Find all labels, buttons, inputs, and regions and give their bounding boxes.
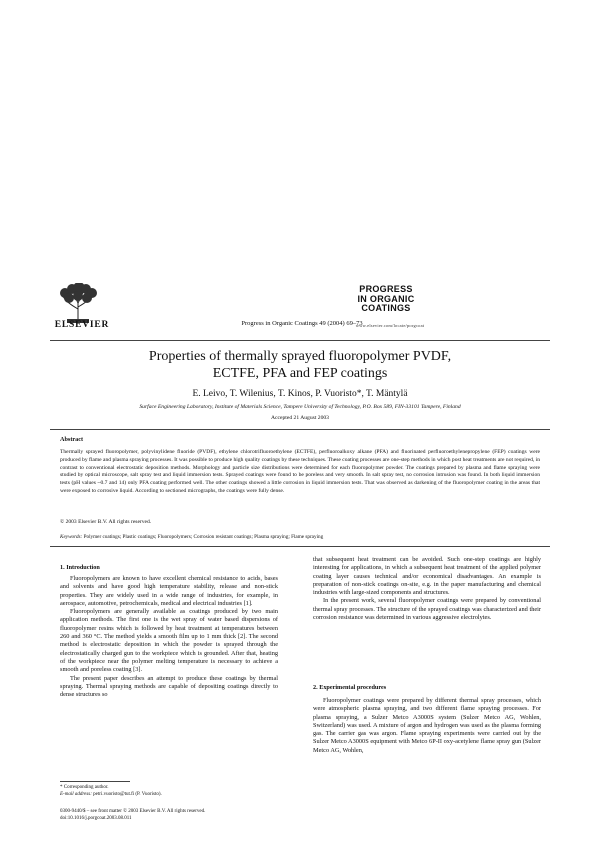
left-column-body (60, 575, 278, 699)
journal-logo (355, 285, 417, 317)
journal-logo-line: IN ORGANIC (357, 293, 415, 304)
paragraph: Fluoropolymers are generally available as coatings produced by two main application methods. The first one is the wet spray of water based dispersions of fluoropolymer resins which is followed by heat treatment at temperatures between 260 and 360 °C. The method yields a smooth film up to 1 mm thick [2]. The second method is electrostatic deposition in which the powder is sprayed through the electrostatically charged gun to the workpiece which is grounded. After that, heating of the workpiece near the polymer melting temperature is necessary to achieve a smooth and poreless coating [3]. (60, 608, 278, 674)
email-label: E-mail address: (60, 792, 92, 797)
abstract-copyright: © 2003 Elsevier B.V. All rights reserved. (60, 519, 152, 525)
doi-line[interactable]: doi:10.1016/j.porgcoat.2003.08.011 (60, 816, 132, 821)
publisher-name: ELSEVIER (54, 320, 110, 330)
abstract-heading: Abstract (60, 436, 84, 443)
abstract-body: Thermally sprayed fluoropolymer, polyvinylidene fluoride (PVDF), ethylene chlorotrifluoroethylene (ECTFE), perfluoroalkoxy alkane (PFA) and fluorinated perfluoroethylenepropylene (FEP) coatings were produced by flame and plasma spraying processes. It was possible to produce high quality coatings by these techniques. These coating processes are one-step methods in which post heat treatments are not required, in contrast to conventional electrostatic deposition methods. Morphology and particle size distributions were determined for each fluoropolymer powder. The coatings prepared by plasma and flame spraying were studied by optical microscope, salt spray test and liquid immersion tests. Sprayed coatings were found to be poreless and very smooth. In salt spray test, no corrosion intrusion was found. In both liquid immersion tests (pH values ~0.7 and 14) only PFA coating performed well. The other coatings showed a little corrosion in liquid immersion tests. That was observed as darkening of the fluoropolymer coating in the areas that were exposed to corrosive liquid. According to sectioned micrographs, the coatings were fully dense. (60, 449, 540, 494)
footnote-issn-doi (60, 808, 360, 822)
accepted-date: Accepted 21 August 2003 (271, 415, 329, 421)
elsevier-tree-logo (55, 283, 101, 325)
email-address[interactable]: petri.vuoristo@tut.fi (P. Vuoristo). (93, 792, 162, 797)
article-title (100, 348, 500, 382)
abstract-bottom-rule (50, 546, 550, 547)
keywords-list: Polymer coatings; Plastic coatings; Fluoropolymers; Corrosion resistant coatings; Plasma spraying; Flame spraying (83, 534, 324, 540)
issn-line: 0300-9440/$ – see front matter © 2003 Elsevier B.V. All rights reserved. (60, 809, 206, 814)
affiliation: Surface Engineering Laboratory, Institute of Materials Science, Tampere University of Technology, P.O. Box 589, FIN-33101 Tampere, Finland (139, 404, 461, 410)
right-column-body-2 (313, 697, 541, 755)
author-list: E. Leivo, T. Wilenius, T. Kinos, P. Vuoristo*, T. Mäntylä (192, 389, 408, 399)
keywords (60, 534, 540, 540)
paragraph: In the present work, several fluoropolymer coatings were prepared by conventional thermal spray processes. The structure of the sprayed coatings was characterized and their corrosion resistance was determined in various aggressive electrolytes. (313, 597, 541, 622)
title-line: Properties of thermally sprayed fluoropolymer PVDF, (148, 349, 452, 364)
journal-reference: Progress in Organic Coatings 49 (2004) 69–73 (241, 320, 363, 327)
paragraph: Fluoropolymer coatings were prepared by different thermal spray processes, which were atmospheric plasma spraying, and two different flame spraying processes. For plasma spraying, a Sulzer Metco A3000S system (Sulzer Metco AG, Wohlen, Switzerland) was used. A mixture of argon and hydrogen was used as the plasma forming gas. The carrier gas was argon. Flame spraying experiments were carried out by the Sulzer Metco A3000S equipment with Metco 6P-II oxy-acetylene flame spray gun (Sulzer Metco AG, Wohlen, (313, 697, 541, 754)
section-heading-experimental: 2. Experimental procedures (313, 684, 387, 691)
journal-url[interactable]: www.elsevier.com/locate/porgcoat (355, 323, 425, 328)
keywords-label: Keywords: (60, 534, 83, 540)
footnote-corresponding-author: * Corresponding author. (60, 785, 109, 790)
footnote-corresponding (60, 784, 260, 798)
section-heading-introduction: 1. Introduction (60, 564, 100, 571)
journal-logo-line: PROGRESS (359, 284, 413, 294)
header-rule (50, 340, 550, 341)
footnote-rule (60, 781, 130, 782)
paragraph: that subsequent heat treatment can be avoided. Such one-step coatings are highly interesting for applications, in which a subsequent heat treatment of the applied polymer coating layer causes technical and/or economical disadvantages. An example is preparation of non-stick coatings on-site, e.g. in the paper manufacturing and chemical industries with large-sized components and structures. (313, 556, 541, 597)
abstract-top-rule (50, 429, 550, 430)
journal-logo-line: COATINGS (361, 303, 411, 313)
paragraph: The present paper describes an attempt to produce these coatings by thermal spraying. Thermal spraying methods are capable of depositing coatings directly to dense structures so (60, 674, 278, 699)
right-column-body (313, 556, 541, 622)
title-line: ECTFE, PFA and FEP coatings (212, 366, 388, 381)
paragraph: Fluoropolymers are known to have excellent chemical resistance to acids, bases and solvents and have good high temperature stability, release and non-stick properties. They are widely used in a wide range of industries, for example, in aerospace, automotive, petrochemicals, medical and electrical industries [1]. (60, 575, 278, 607)
